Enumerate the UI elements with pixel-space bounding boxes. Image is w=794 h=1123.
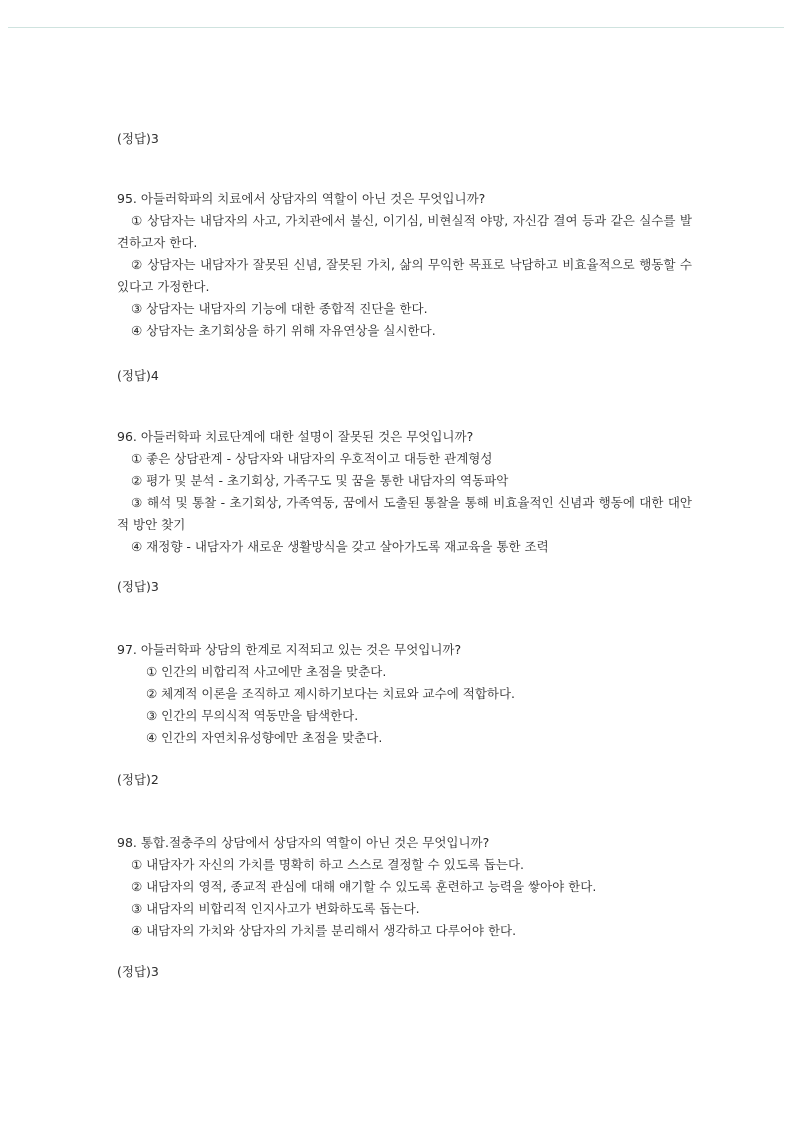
question-97-title: 97. 아들러학파 상담의 한계로 지적되고 있는 것은 무엇입니까?	[117, 642, 462, 657]
answer-previous: (정답)3	[117, 131, 159, 146]
question-96-option-3: ③ 해석 및 통찰 - 초기회상, 가족역동, 꿈에서 도출된 통찰을 통해 비효율적인 신념과 행동에 대한 대안적 방안 찾기	[117, 495, 692, 532]
question-97-option-3: ③ 인간의 무의식적 역동만을 탐색한다.	[146, 708, 359, 723]
question-96-option-4: ④ 재정향 - 내담자가 새로운 생활방식을 갖고 살아가도록 재교육을 통한 조력	[131, 539, 549, 554]
question-96-option-1: ① 좋은 상담관계 - 상담자와 내담자의 우호적이고 대등한 관계형성	[131, 451, 493, 466]
question-98-option-1: ① 내담자가 자신의 가치를 명확히 하고 스스로 결정할 수 있도록 돕는다.	[131, 857, 525, 872]
question-95-title: 95. 아들러학파의 치료에서 상담자의 역할이 아닌 것은 무엇입니까?	[117, 191, 486, 206]
question-97	[117, 639, 692, 749]
question-96-title: 96. 아들러학파 치료단계에 대한 설명이 잘못된 것은 무엇입니까?	[117, 429, 474, 444]
question-95	[117, 188, 692, 342]
question-98-option-2: ② 내담자의 영적, 종교적 관심에 대해 얘기할 수 있도록 훈련하고 능력을 쌓아야 한다.	[131, 879, 597, 894]
question-95-option-2: ② 상담자는 내담자가 잘못된 신념, 잘못된 가치, 삶의 무익한 목표로 낙담하고 비효율적으로 행동할 수 있다고 가정한다.	[117, 257, 692, 294]
question-98-option-4: ④ 내담자의 가치와 상담자의 가치를 분리해서 생각하고 다루어야 한다.	[131, 923, 517, 938]
question-95-option-1: ① 상담자는 내담자의 사고, 가치관에서 불신, 이기심, 비현실적 야망, 자신감 결여 등과 같은 실수를 발견하고자 한다.	[117, 213, 692, 250]
question-96	[117, 426, 692, 558]
question-98	[117, 832, 692, 942]
question-98-option-3: ③ 내담자의 비합리적 인지사고가 변화하도록 돕는다.	[131, 901, 420, 916]
question-95-option-4: ④ 상담자는 초기회상을 하기 위해 자유연상을 실시한다.	[131, 323, 436, 338]
answer-96: (정답)3	[117, 579, 159, 594]
answer-97: (정답)2	[117, 772, 159, 787]
answer-95: (정답)4	[117, 368, 159, 383]
question-97-option-1: ① 인간의 비합리적 사고에만 초점을 맞춘다.	[146, 664, 387, 679]
question-97-option-4: ④ 인간의 자연치유성향에만 초점을 맞춘다.	[146, 730, 383, 745]
question-97-option-2: ② 체계적 이론을 조직하고 제시하기보다는 치료와 교수에 적합하다.	[146, 686, 516, 701]
question-96-option-2: ② 평가 및 분석 - 초기회상, 가족구도 및 꿈을 통한 내담자의 역동파악	[131, 473, 509, 488]
question-98-title: 98. 통합.절충주의 상담에서 상담자의 역할이 아닌 것은 무엇입니까?	[117, 835, 490, 850]
question-95-option-3: ③ 상담자는 내담자의 기능에 대한 종합적 진단을 한다.	[131, 301, 428, 316]
answer-98: (정답)3	[117, 964, 159, 979]
